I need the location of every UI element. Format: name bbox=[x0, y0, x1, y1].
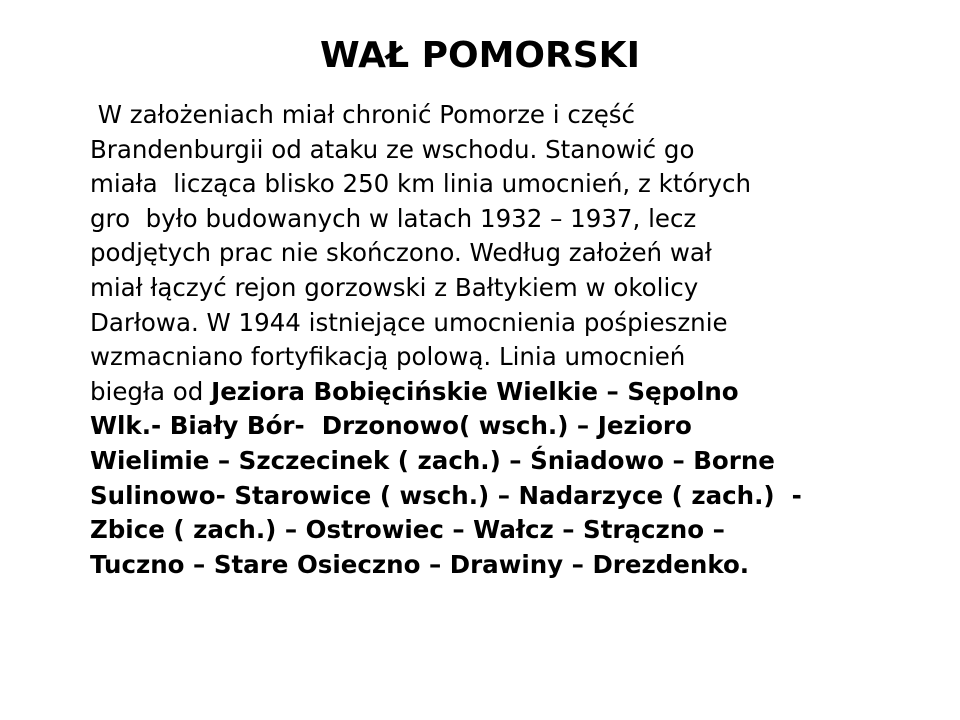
body-line bbox=[90, 340, 888, 375]
body-line bbox=[90, 271, 888, 306]
body-line-regular: Darłowa. W 1944 istniejące umocnienia pośpiesznie bbox=[90, 307, 728, 337]
body-line-bold: Tuczno – Stare Osieczno – Drawiny – Drezdenko. bbox=[90, 549, 750, 579]
slide-body-text bbox=[90, 98, 888, 582]
body-line-regular: wzmacniano fortyfikacją polową. Linia umocnień bbox=[90, 342, 686, 372]
body-line-regular: podjętych prac nie skończono. Według założeń wał bbox=[90, 238, 712, 268]
body-line bbox=[90, 444, 888, 479]
body-line bbox=[90, 409, 888, 444]
body-line bbox=[90, 98, 888, 133]
body-line bbox=[90, 202, 888, 237]
body-line bbox=[90, 306, 888, 341]
body-line-regular: W założeniach miał chronić Pomorze i część bbox=[90, 100, 636, 129]
body-line bbox=[90, 167, 888, 202]
body-line-regular: miała licząca blisko 250 km linia umocnień, z których bbox=[90, 169, 751, 199]
body-line bbox=[90, 375, 888, 410]
slide-title: WAŁ POMORSKI bbox=[320, 35, 640, 76]
body-line bbox=[90, 236, 888, 271]
body-line bbox=[90, 479, 888, 514]
body-line-bold: Jeziora Bobięcińskie Wielkie – Sępolno bbox=[211, 376, 739, 406]
body-line-regular: miał łączyć rejon gorzowski z Bałtykiem w okolicy bbox=[90, 272, 699, 302]
body-line bbox=[90, 548, 888, 583]
body-line-regular: biegła od bbox=[90, 376, 212, 406]
body-line-bold: Wielimie – Szczecinek ( zach.) – Śniadowo – Borne bbox=[90, 445, 775, 475]
body-line-regular: Brandenburgii od ataku ze wschodu. Stanowić go bbox=[90, 134, 695, 164]
body-line-bold: Zbice ( zach.) – Ostrowiec – Wałcz – Strączno – bbox=[90, 515, 725, 545]
body-line-bold: Wlk.- Biały Bór- Drzonowo( wsch.) – Jezioro bbox=[90, 411, 692, 441]
body-line-regular: gro było budowanych w latach 1932 – 1937, lecz bbox=[90, 203, 697, 233]
body-line bbox=[90, 133, 888, 168]
body-line bbox=[90, 513, 888, 548]
body-line-bold: Sulinowo- Starowice ( wsch.) – Nadarzyce ( zach.) - bbox=[90, 480, 802, 510]
